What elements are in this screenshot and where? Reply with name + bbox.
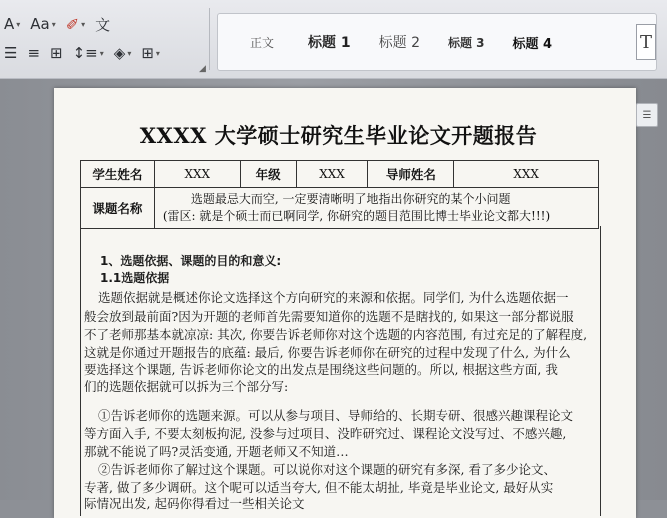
advisor-label: 导师姓名 [368, 161, 454, 188]
paragraph-line: 专著, 做了多少调研。这个呢可以适当夸大, 但不能太胡扯, 毕竟是毕业论文, 最好从实 [84, 480, 554, 495]
ribbon-row-font [2, 12, 118, 36]
topic-value[interactable] [154, 188, 598, 229]
font-size-down-button[interactable]: A ▾ [4, 15, 21, 33]
topic-label: 课题名称 [81, 188, 155, 229]
paragraph-line: ①告诉老师你的选题来源。可以从参与项目、导师给的、长期专研、很感兴趣课程论文 [98, 408, 574, 423]
subsection-heading: 1.1选题依据 [100, 271, 170, 285]
ribbon-group-separator [209, 8, 210, 70]
change-case-button[interactable]: Aa ▾ [30, 15, 56, 33]
info-table [80, 160, 599, 229]
paragraph-line: 般会放到最前面?因为开题的老师首先需要知道你的选题不是瞎找的, 如果这一部分都说服 [84, 309, 574, 324]
student-name-label: 学生姓名 [81, 161, 155, 188]
grade-value[interactable]: XXX [296, 161, 368, 188]
style-heading-3[interactable]: 标题 3 [448, 35, 485, 50]
paragraph-line: 要选择这个课题, 告诉老师你论文的出发点是围绕这些问题的。所以, 根据这些方面, 我 [84, 362, 558, 377]
paragraph-line: 选题依据就是概述你论文选择这个方向研究的来源和依据。同学们, 为什么选题依据一 [98, 290, 569, 305]
ribbon-toolbar [0, 0, 667, 79]
clear-format-button[interactable]: ✐ ▾ [65, 14, 86, 34]
topic-line-2: (雷区: 就是个硕士而已啊同学, 你研究的题目范围比博士毕业论文都大!!!) [162, 209, 551, 223]
special-char-button[interactable]: 文 [95, 15, 111, 34]
paragraph-line: 际情况出发, 起码你得看过一些相关论文 [84, 496, 305, 511]
style-normal[interactable]: 正文 [250, 35, 275, 50]
paragraph-line: 这就是你通过开题报告的底蕴: 最后, 你要告诉老师你在研究的过程中发现了什么, 为什么 [84, 345, 571, 360]
align-justify-button[interactable]: ≡ [27, 44, 41, 62]
styles-gallery [217, 13, 657, 71]
paragraph-line: 不了老师那基本就凉凉: 其次, 你要告诉老师你对这个选题的内容范围, 有过充足的了解程度, [84, 327, 588, 342]
topic-line-1: 选题最忌大而空, 一定要清晰明了地指出你研究的某个小问题 [190, 192, 511, 206]
document-title: XXXX 大学硕士研究生毕业论文开题报告 [139, 123, 538, 148]
style-heading-4[interactable]: 标题 4 [512, 36, 553, 52]
style-heading-2[interactable]: 标题 2 [378, 35, 420, 51]
advisor-value[interactable]: XXX [454, 161, 599, 188]
ribbon-row-paragraph [2, 41, 168, 65]
paragraph-line: 等方面入手, 不要太刻板拘泥, 没参与过项目、没昨研究过、课程论文没写过、不感兴趣, [84, 426, 567, 441]
more-styles-button[interactable]: T [636, 24, 656, 60]
borders-button[interactable]: ⊞ ▾ [141, 44, 160, 62]
student-name-value[interactable]: XXX [154, 161, 240, 188]
line-spacing-button[interactable]: ↕≡ ▾ [72, 44, 104, 62]
style-heading-1[interactable]: 标题 1 [308, 35, 351, 51]
grade-label: 年级 [240, 161, 296, 188]
paragraph-line: ②告诉老师你了解过这个课题。可以说你对这个课题的研究有多深, 看了多少论文、 [98, 462, 556, 477]
side-panel-toggle-icon[interactable]: ☰ [636, 103, 658, 127]
paragraph-line: 们的选题依据就可以拆为三个部分写: [84, 379, 289, 394]
paragraph-dialog-launcher-icon[interactable]: ◢ [199, 64, 206, 74]
section-heading: 1、选题依据、课题的目的和意义: [100, 254, 282, 268]
distributed-align-button[interactable]: ⊞ [50, 44, 63, 62]
shading-button[interactable]: ◈ ▾ [113, 44, 132, 62]
paragraph-line: 那就不能说了吗?灵活变通, 开题老师又不知道… [84, 444, 349, 459]
align-left-button[interactable]: ☰ [4, 44, 18, 62]
